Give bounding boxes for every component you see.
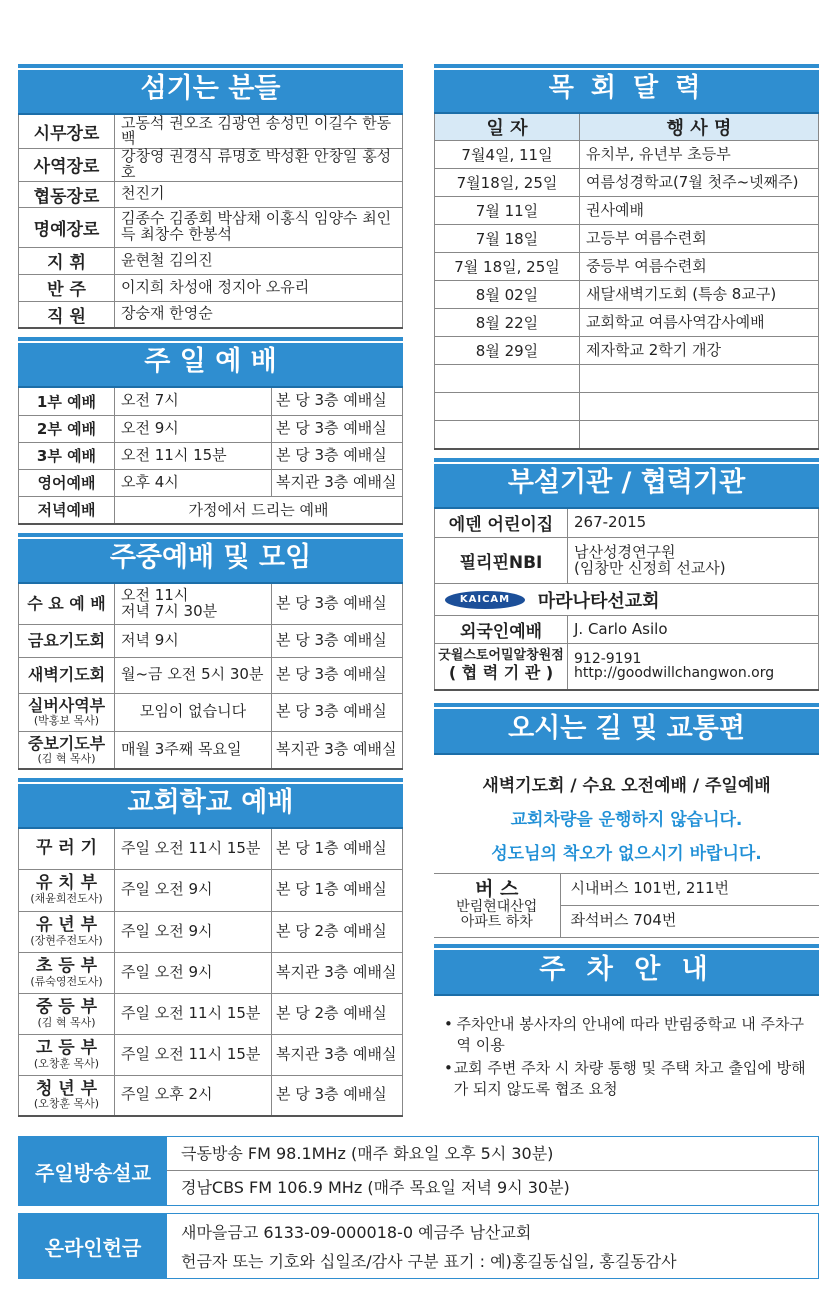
serving-role: 지 휘 (19, 247, 115, 274)
calendar-date: 8월 22일 (435, 309, 580, 337)
worship-name: 1부 예배 (19, 388, 115, 415)
calendar-row (435, 365, 819, 393)
calendar-date: 7월4일, 11일 (435, 141, 580, 169)
directions-line1: 새벽기도회 / 수요 오전예배 / 주일예배 (482, 775, 771, 796)
calendar-row (435, 421, 819, 449)
affiliates-header (434, 458, 819, 509)
school-sub: (장현주전도사) (30, 933, 103, 947)
calendar-date: 7월 18일 (435, 225, 580, 253)
school-name: 유 년 부 (35, 914, 98, 935)
weekday-sub: (박홍보 목사) (33, 714, 100, 728)
school-sub: (채윤희전도사) (30, 892, 103, 906)
weekday-row (19, 624, 403, 657)
offering-line1: 새마을금고 6133-09-000018-0 예금주 남산교회 (181, 1223, 532, 1242)
serving-row (19, 115, 403, 148)
calendar-table (434, 114, 819, 450)
serving-role: 직 원 (19, 301, 115, 328)
calendar-event: 권사예배 (580, 197, 819, 225)
school-place: 본 당 2층 예배실 (272, 911, 403, 952)
calendar-row (435, 309, 819, 337)
serving-names: 이지희 차성애 정지아 오유리 (115, 274, 403, 301)
affiliate-name: 마라나타선교회 (537, 590, 660, 612)
calendar-col-event: 행 사 명 (580, 114, 819, 141)
calendar-event (580, 421, 819, 449)
broadcast-band (18, 1136, 819, 1206)
directions-title: 오시는 길 및 교통편 (508, 712, 745, 744)
school-place: 본 당 3층 예배실 (272, 1075, 403, 1116)
calendar-event: 제자학교 2학기 개강 (580, 337, 819, 365)
worship-place: 본 당 3층 예배실 (272, 442, 403, 469)
calendar-row (435, 253, 819, 281)
bus-stop: 반림현대산업 아파트 하차 (456, 899, 538, 931)
worship-time: 오전 9시 (115, 415, 272, 442)
school-row (19, 1075, 403, 1116)
worship-place: 본 당 3층 예배실 (272, 415, 403, 442)
affiliate-logo-row (435, 584, 819, 616)
school-place: 복지관 3층 예배실 (272, 952, 403, 993)
calendar-date: 7월18일, 25일 (435, 169, 580, 197)
parking-item: • 교회 주변 주차 시 차량 통행 및 주택 차고 출입에 방해가 되지 않도록 협조 요청 (444, 1058, 811, 1100)
school-time: 주일 오전 9시 (115, 911, 272, 952)
weekday-name: 새벽기도회 (27, 665, 106, 685)
affiliates-title: 부설기관 / 협력기관 (507, 466, 746, 498)
bus-route-1: 시내버스 101번, 211번 (560, 873, 819, 905)
calendar-event: 새달새벽기도회 (특송 8교구) (580, 281, 819, 309)
left-column (18, 64, 403, 1117)
parking-item-text: 주차안내 봉사자의 안내에 따라 반림중학교 내 주차구역 이용 (456, 1014, 804, 1054)
directions-line2: 교회차량을 운행하지 않습니다. (510, 809, 743, 830)
weekday-name-cell (19, 584, 115, 624)
worship-name: 저녁예배 (19, 496, 115, 524)
affiliate-name: 굿윌스토어밀알창원점 (438, 648, 564, 664)
affiliate-sub: ( 협 력 기 관 ) (448, 663, 554, 683)
weekday-name-cell (19, 657, 115, 693)
serving-row (19, 181, 403, 207)
weekday-place: 본 당 3층 예배실 (272, 657, 403, 693)
parking-header (434, 944, 819, 996)
weekday-row (19, 584, 403, 624)
affiliate-info: 912-9191 http://goodwillchangwon.org (568, 644, 819, 690)
school-sub: (오창훈 목사) (33, 1097, 100, 1111)
weekday-time: 월~금 오전 5시 30분 (115, 657, 272, 693)
worship-name: 2부 예배 (19, 415, 115, 442)
worship-row (19, 469, 403, 496)
weekday-time: 저녁 9시 (115, 624, 272, 657)
school-name-cell (19, 829, 115, 869)
serving-header (18, 64, 403, 115)
school-name: 중 등 부 (35, 996, 98, 1017)
sunday-worship-header (18, 337, 403, 388)
school-title: 교회학교 예배 (127, 787, 294, 818)
affiliate-info: 남산성경연구원 (임창만 신정희 선교사) (568, 538, 819, 584)
calendar-header (434, 64, 819, 114)
weekday-header (18, 533, 403, 584)
weekday-name-cell (19, 731, 115, 769)
worship-row (19, 496, 403, 524)
school-row (19, 952, 403, 993)
school-place: 본 당 1층 예배실 (272, 869, 403, 911)
school-place: 복지관 3층 예배실 (272, 1034, 403, 1075)
school-table (18, 829, 403, 1117)
parking-item-text: 교회 주변 주차 시 차량 통행 및 주택 차고 출입에 방해가 되지 않도록 협조 요청 (453, 1058, 806, 1098)
serving-role: 협동장로 (19, 181, 115, 207)
calendar-row (435, 337, 819, 365)
calendar-event: 중등부 여름수련회 (580, 253, 819, 281)
school-row (19, 1034, 403, 1075)
calendar-row (435, 393, 819, 421)
serving-table (18, 115, 403, 329)
serving-role: 시무장로 (19, 115, 115, 148)
calendar-row (435, 141, 819, 169)
calendar-event (580, 365, 819, 393)
school-name-cell (19, 952, 115, 993)
school-place: 본 당 2층 예배실 (272, 993, 403, 1034)
affiliate-name: 외국인예배 (435, 616, 568, 644)
affiliate-name-cell (435, 644, 568, 690)
weekday-title: 주중예배 및 모임 (109, 542, 312, 573)
school-row (19, 993, 403, 1034)
serving-row (19, 301, 403, 328)
calendar-date: 8월 29일 (435, 337, 580, 365)
broadcast-line2: 경남CBS FM 106.9 MHz (매주 목요일 저녁 9시 30분) (181, 1178, 570, 1197)
serving-names: 김종수 김종회 박삼채 이홍식 임양수 최인득 최창수 한봉석 (115, 207, 403, 247)
offering-band (18, 1213, 819, 1279)
directions-notice (434, 755, 819, 873)
serving-row (19, 207, 403, 247)
worship-row (19, 415, 403, 442)
worship-time: 오후 4시 (115, 469, 272, 496)
bus-label-cell (434, 873, 560, 937)
calendar-date: 8월 02일 (435, 281, 580, 309)
serving-role: 사역장로 (19, 148, 115, 181)
weekday-time: 매월 3주째 목요일 (115, 731, 272, 769)
weekday-place: 복지관 3층 예배실 (272, 731, 403, 769)
serving-role: 반 주 (19, 274, 115, 301)
serving-names: 강창영 권경식 류명호 박성환 안창일 홍성호 (115, 148, 403, 181)
calendar-event: 고등부 여름수련회 (580, 225, 819, 253)
school-time: 주일 오전 11시 15분 (115, 1034, 272, 1075)
calendar-event: 여름성경학교(7월 첫주~넷째주) (580, 169, 819, 197)
serving-names: 천진기 (115, 181, 403, 207)
broadcast-lines (167, 1137, 818, 1205)
worship-place: 본 당 3층 예배실 (272, 388, 403, 415)
weekday-name: 금요기도회 (27, 630, 106, 650)
weekday-time: 오전 11시 저녁 7시 30분 (115, 584, 272, 624)
school-name-cell (19, 911, 115, 952)
weekday-sub: (김 혁 목사) (37, 751, 96, 765)
school-time: 주일 오후 2시 (115, 1075, 272, 1116)
calendar-date (435, 365, 580, 393)
school-place: 본 당 1층 예배실 (272, 829, 403, 869)
calendar-title: 목 회 달 력 (548, 73, 705, 103)
serving-row (19, 247, 403, 274)
serving-title: 섬기는 분들 (140, 73, 281, 104)
school-sub: (류숙영전도사) (30, 974, 103, 988)
parking-list (434, 996, 819, 1100)
broadcast-label: 주일방송설교 (19, 1137, 167, 1205)
affiliate-name: 필리핀NBI (435, 538, 568, 584)
calendar-row (435, 225, 819, 253)
directions-line3: 성도님의 착오가 없으시기 바랍니다. (491, 843, 762, 864)
weekday-name: 수 요 예 배 (27, 593, 106, 613)
broadcast-line1: 극동방송 FM 98.1MHz (매주 화요일 오후 5시 30분) (167, 1137, 818, 1171)
parking-title: 주 차 안 내 (539, 953, 714, 985)
school-name-cell (19, 1034, 115, 1075)
affiliate-name: 에덴 어린이집 (435, 509, 568, 538)
sunday-worship-table (18, 388, 403, 525)
weekday-row (19, 657, 403, 693)
calendar-date (435, 393, 580, 421)
school-sub: (김 혁 목사) (37, 1015, 96, 1029)
calendar-row (435, 281, 819, 309)
serving-names: 윤현철 김의진 (115, 247, 403, 274)
calendar-date (435, 421, 580, 449)
school-header (18, 778, 403, 829)
school-row (19, 869, 403, 911)
calendar-row (435, 169, 819, 197)
offering-label: 온라인헌금 (19, 1214, 167, 1278)
calendar-date: 7월 18일, 25일 (435, 253, 580, 281)
calendar-event (580, 393, 819, 421)
school-time: 주일 오전 11시 15분 (115, 993, 272, 1034)
affiliate-info: 267-2015 (568, 509, 819, 538)
weekday-name: 중보기도부 (27, 734, 106, 754)
worship-time: 오전 7시 (115, 388, 272, 415)
offering-line2: 헌금자 또는 기호와 십일조/감사 구분 표기 : 예)홍길동십일, 홍길동감사 (181, 1252, 677, 1271)
serving-names: 고동석 권오조 김광연 송성민 이길수 한동백 (115, 115, 403, 148)
serving-names: 장숭재 한영순 (115, 301, 403, 328)
weekday-table (18, 584, 403, 770)
bus-table (434, 873, 819, 938)
serving-row (19, 148, 403, 181)
weekday-name: 실버사역부 (27, 696, 106, 716)
kaicam-logo: KAICAM (445, 591, 525, 609)
school-time: 주일 오전 9시 (115, 869, 272, 911)
directions-header (434, 703, 819, 755)
bus-label: 버 스 (475, 878, 519, 901)
parking-item: • 주차안내 봉사자의 안내에 따라 반림중학교 내 주차구역 이용 (444, 1014, 811, 1056)
school-name: 청 년 부 (35, 1078, 98, 1099)
school-name-cell (19, 869, 115, 911)
school-time: 주일 오전 11시 15분 (115, 829, 272, 869)
worship-time: 오전 11시 15분 (115, 442, 272, 469)
school-time: 주일 오전 9시 (115, 952, 272, 993)
calendar-row (435, 197, 819, 225)
school-name: 유 치 부 (35, 873, 98, 894)
worship-name: 영어예배 (19, 469, 115, 496)
weekday-row (19, 693, 403, 731)
worship-place: 복지관 3층 예배실 (272, 469, 403, 496)
offering-lines (167, 1214, 818, 1278)
weekday-time: 모임이 없습니다 (115, 693, 272, 731)
weekday-name-cell (19, 693, 115, 731)
school-sub: (오창훈 목사) (33, 1056, 100, 1070)
calendar-col-date: 일 자 (435, 114, 580, 141)
calendar-date: 7월 11일 (435, 197, 580, 225)
serving-role: 명예장로 (19, 207, 115, 247)
weekday-name-cell (19, 624, 115, 657)
calendar-event: 유치부, 유년부 초등부 (580, 141, 819, 169)
weekday-place: 본 당 3층 예배실 (272, 693, 403, 731)
bus-route-2: 좌석버스 704번 (560, 905, 819, 937)
weekday-place: 본 당 3층 예배실 (272, 624, 403, 657)
school-name: 초 등 부 (35, 955, 98, 976)
affiliate-info: J. Carlo Asilo (568, 616, 819, 644)
weekday-row (19, 731, 403, 769)
sunday-worship-title: 주 일 예 배 (144, 346, 277, 377)
school-name: 고 등 부 (35, 1037, 98, 1058)
worship-desc: 가정에서 드리는 예배 (115, 496, 403, 524)
serving-row (19, 274, 403, 301)
affiliates-table (434, 509, 819, 691)
right-column (434, 64, 819, 1100)
school-row (19, 829, 403, 869)
school-name-cell (19, 993, 115, 1034)
weekday-place: 본 당 3층 예배실 (272, 584, 403, 624)
worship-row (19, 442, 403, 469)
worship-row (19, 388, 403, 415)
calendar-event: 교회학교 여름사역감사예배 (580, 309, 819, 337)
school-name: 꾸 러 기 (35, 837, 98, 858)
school-name-cell (19, 1075, 115, 1116)
school-row (19, 911, 403, 952)
worship-name: 3부 예배 (19, 442, 115, 469)
